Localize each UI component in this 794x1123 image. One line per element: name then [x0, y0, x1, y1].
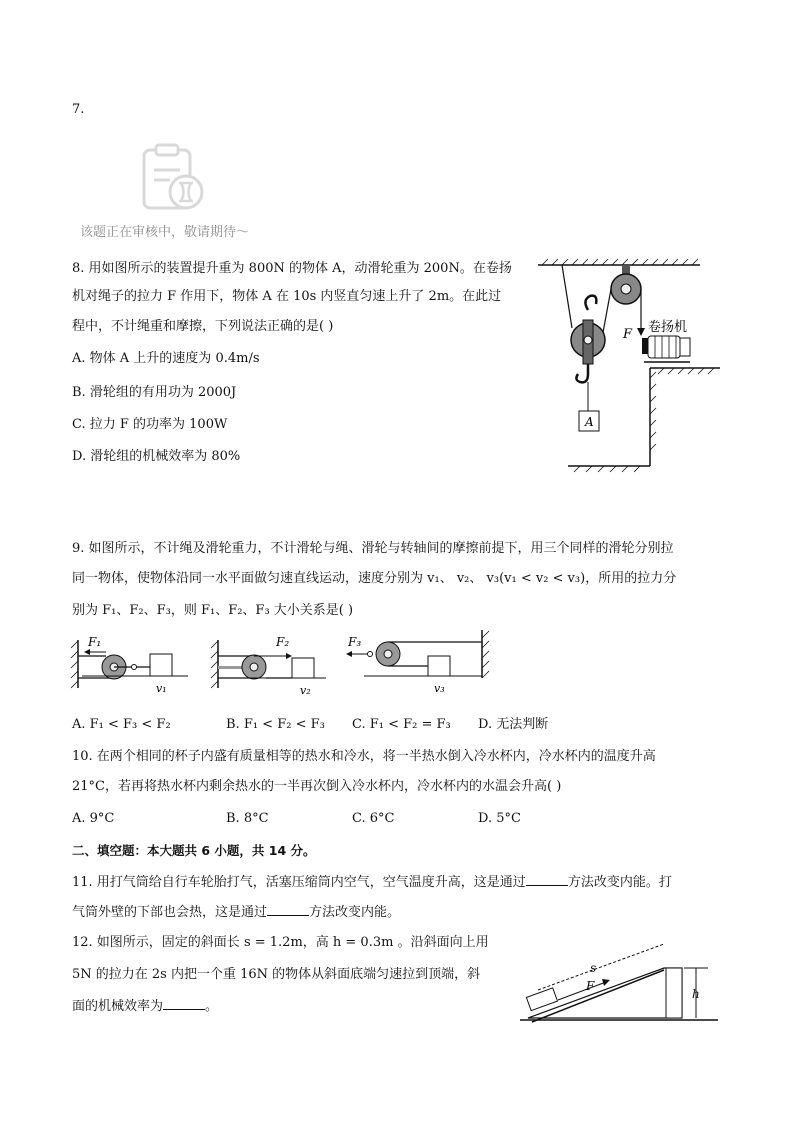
q7-number: 7. — [72, 102, 85, 117]
q11-text-1a: 11. 用打气筒给自行车轮胎打气，活塞压缩筒内空气，空气温度升高，这是通过 — [72, 875, 526, 890]
q12-text-3b: 。 — [205, 999, 219, 1014]
q9-fig-v2-label: v₂ — [300, 684, 311, 697]
q7-pending-text: 该题正在审核中，敬请期待～ — [80, 225, 250, 240]
q8-option-c: C. 拉力 F 的功率为 100W — [72, 417, 228, 432]
q9-option-c: C. F₁ < F₂ = F₃ — [352, 717, 451, 732]
q9-fig-v3-label: v₃ — [434, 682, 445, 695]
q11-blank-1[interactable] — [526, 873, 568, 886]
q9-stem-line2: 同一物体，使物体沿同一水平面做匀速直线运动，速度分别为 v₁、 v₂、 v₃(v₁ < v₂ < v₃)，所用的拉力分 — [72, 571, 677, 586]
q11-line2 — [72, 902, 400, 924]
q12-fig-s-label: s — [590, 961, 597, 975]
q10-stem-line1: 10. 在两个相同的杯子内盛有质量相等的热水和冷水，将一半热水倒入冷水杯内，冷水杯内的温度升高 — [72, 749, 656, 764]
q12-stem-line1: 12. 如图所示，固定的斜面长 s = 1.2m，高 h = 0.3m 。沿斜面向上用 — [72, 935, 489, 950]
q9-fig-f1-label: F₁ — [88, 635, 102, 649]
q10-stem-line2: 21°C，若再将热水杯内剩余热水的一半再次倒入冷水杯内，冷水杯内的水温会升高( ) — [72, 779, 562, 794]
q8-option-d: D. 滑轮组的机械效率为 80% — [72, 449, 241, 464]
q12-line3 — [72, 996, 218, 1018]
q8-stem-line3: 程中，不计绳重和摩擦，下列说法正确的是( ) — [72, 319, 334, 334]
q10-option-a: A. 9°C — [72, 811, 115, 826]
q12-text-3a: 面的机械效率为 — [72, 999, 164, 1014]
q9-stem-line3: 别为 F₁、F₂、F₃，则 F₁、F₂、F₃ 大小关系是( ) — [72, 603, 354, 618]
q8-fig-label-winch: 卷扬机 — [648, 320, 688, 335]
q12-incline-figure — [514, 932, 724, 1028]
q9-fig-v1-label: v₁ — [156, 682, 167, 695]
q8-fig-label-f: F — [623, 327, 633, 342]
q12-blank[interactable] — [163, 997, 205, 1010]
clipboard-hourglass-icon — [138, 142, 208, 214]
q10-option-d: D. 5°C — [478, 811, 521, 826]
q8-stem-line2: 机对绳子的拉力 F 作用下，物体 A 在 10s 内竖直匀速上升了 2m。在此过 — [72, 289, 502, 304]
q9-option-a: A. F₁ < F₃ < F₂ — [72, 717, 171, 732]
q9-three-pulley-figure — [68, 626, 492, 698]
q8-pulley-winch-figure — [530, 258, 725, 473]
q8-stem-line1: 8. 用如图所示的装置提升重为 800N 的物体 A，动滑轮重为 200N。在卷扬 — [72, 261, 512, 276]
q9-fig-f2-label: F₂ — [276, 635, 290, 649]
q11-text-2a: 气筒外壁的下部也会热，这是通过 — [72, 905, 268, 920]
q8-fig-label-a: A — [585, 415, 594, 429]
q11-blank-2[interactable] — [267, 903, 309, 916]
q12-fig-h-label: h — [692, 987, 700, 1001]
q9-fig-f3-label: F₃ — [348, 635, 362, 649]
q11-line1 — [72, 872, 672, 894]
q12-fig-f-label: F — [586, 979, 595, 993]
q11-text-2b: 方法改变内能。 — [309, 905, 401, 920]
q9-stem-line1: 9. 如图所示，不计绳及滑轮重力，不计滑轮与绳、滑轮与转轴间的摩擦前提下，用三个同样的滑轮分别拉 — [72, 541, 674, 556]
q12-stem-line2: 5N 的拉力在 2s 内把一个重 16N 的物体从斜面底端匀速拉到顶端，斜 — [72, 967, 481, 982]
q9-option-b: B. F₁ < F₂ < F₃ — [226, 717, 325, 732]
q8-option-b: B. 滑轮组的有用功为 2000J — [72, 385, 237, 400]
q8-option-a: A. 物体 A 上升的速度为 0.4m/s — [72, 351, 260, 366]
q9-option-d: D. 无法判断 — [478, 717, 549, 732]
section-2-title: 二、填空题：本大题共 6 小题，共 14 分。 — [72, 843, 316, 858]
q10-option-c: C. 6°C — [352, 811, 395, 826]
q11-text-1b: 方法改变内能。打 — [567, 875, 672, 890]
q10-option-b: B. 8°C — [226, 811, 269, 826]
